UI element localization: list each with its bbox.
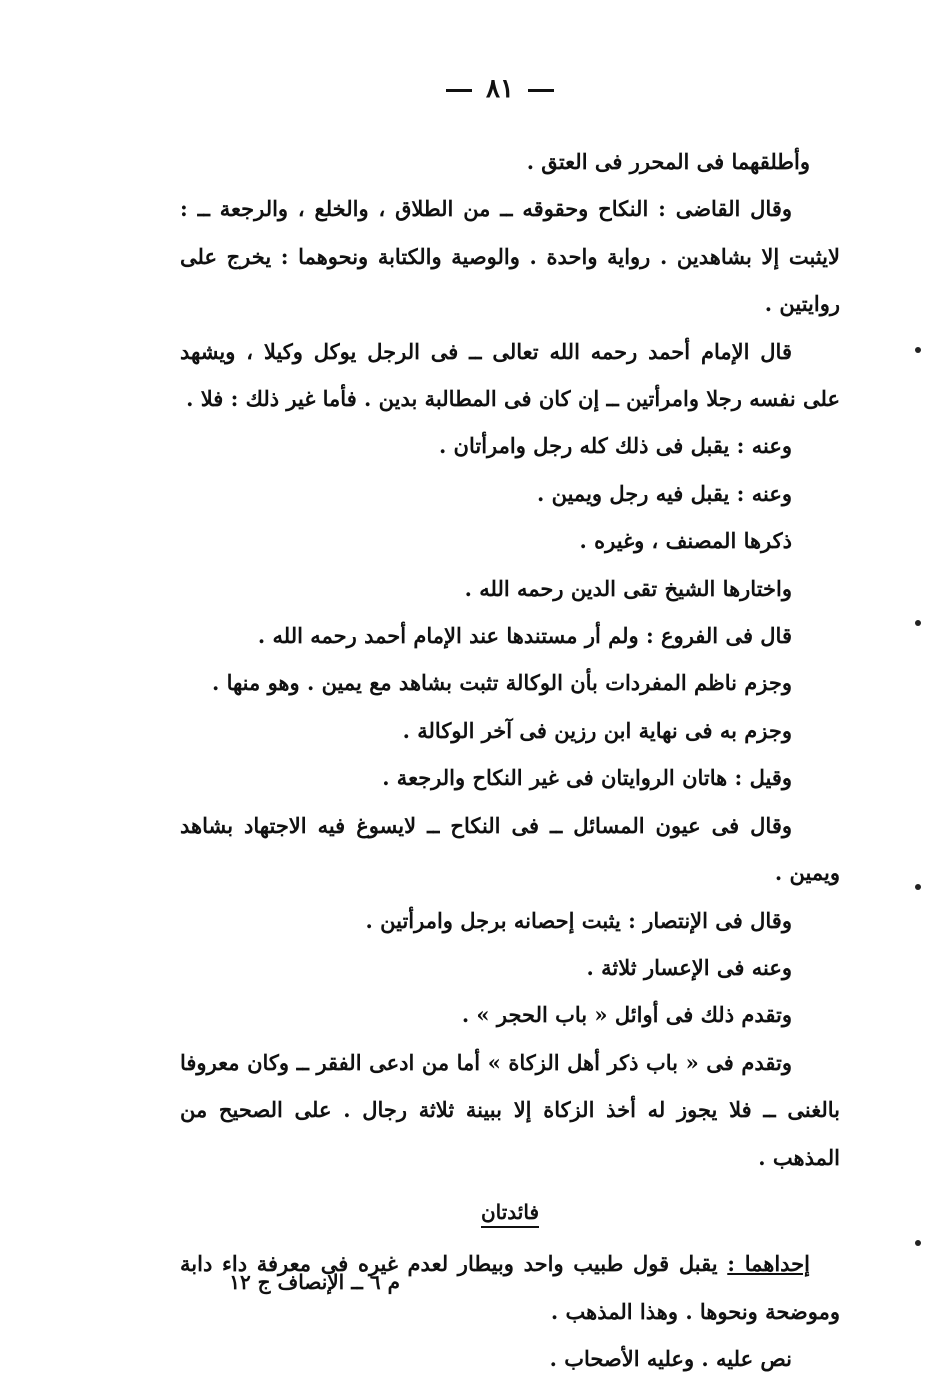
- paragraph: وجزم به فى نهاية ابن رزين فى آخر الوكالة .: [402, 717, 792, 743]
- paragraph: وعنه فى الإعسار ثلاثة .: [586, 954, 792, 980]
- paragraph: وتقدم ذلك فى أوائل « باب الحجر » .: [461, 1002, 792, 1028]
- paragraph: وعنه : يقبل فيه رجل ويمين .: [536, 480, 792, 506]
- margin-dot: [915, 620, 921, 626]
- margin-dot: [915, 1240, 921, 1246]
- section-heading: [180, 1189, 840, 1236]
- paragraph: قال الإمام أحمد رحمه الله تعالى ــ فى الرجل يوكل وكيلا ، ويشهد على نفسه رجلا وامرأتين ــ إن كان فى المطالبة بدين . فأما غير ذلك : فلا .: [180, 338, 840, 412]
- paragraph: قال فى الفروع : ولم أر مستندها عند الإمام أحمد رحمه الله .: [257, 623, 792, 649]
- paragraph: وقال القاضى : النكاح وحقوقه ــ من الطلاق ، والخلع ، والرجعة ــ : لايثبت إلا بشاهدين . رواية واحدة . والوصية والكتابة ونحوهما : يخرج على روايتين .: [180, 196, 840, 317]
- paragraph: وأطلقهما فى المحرر فى العتق .: [526, 149, 810, 174]
- paragraph: وتقدم فى « باب ذكر أهل الزكاة » أما من ادعى الفقر ــ وكان معروفا بالغنى ــ فلا يجوز له أخذ الزكاة إلا ببينة ثلاثة رجال . على الصحيح من المذهب .: [180, 1049, 840, 1170]
- page-number-dash: [446, 89, 472, 92]
- paragraph: ذكرها المصنف ، وغيره .: [579, 528, 792, 554]
- benefit-note: نص عليه . وعليه الأصحاب .: [549, 1346, 792, 1372]
- paragraph: وعنه : يقبل فى ذلك كله رجل وامرأتان .: [438, 433, 792, 459]
- paragraph: واختارها الشيخ تقى الدين رحمه الله .: [464, 575, 792, 601]
- footer-signature: م ٦ ــ الإنصاف ج ١٢: [229, 1270, 400, 1294]
- page-number-value: ٨١: [486, 74, 514, 104]
- paragraph: وقيل : هاتان الروايتان فى غير النكاح والرجعة .: [382, 765, 792, 791]
- page-number-dash: [528, 89, 554, 92]
- margin-dot: [915, 884, 921, 890]
- paragraph: وقال فى عيون المسائل ــ فى النكاح ــ لايسوغ فيه الاجتهاد بشاهد ويمين .: [180, 812, 840, 886]
- paragraph: وقال فى الإنتصار : يثبت إحصانه برجل وامرأتين .: [365, 907, 792, 933]
- benefit-lead: إحداهما :: [727, 1251, 810, 1277]
- margin-dot: [915, 347, 921, 353]
- section-heading-text: فائدتان: [481, 1200, 539, 1228]
- main-text: [180, 138, 840, 1383]
- paragraph: وجزم ناظم المفردات بأن الوكالة تثبت بشاهد مع يمين . وهو منها .: [211, 670, 792, 696]
- page-number: [0, 74, 925, 104]
- benefit-text: يقبل قول طبيب واحد وبيطار لعدم غيره فى معرفة داء دابة وموضحة ونحوها . وهذا المذهب .: [180, 1251, 840, 1324]
